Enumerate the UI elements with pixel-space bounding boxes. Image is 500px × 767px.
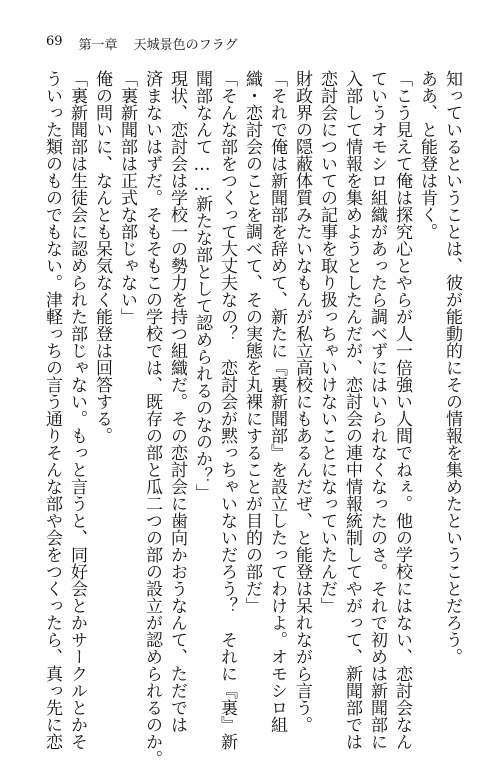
chapter-label: 第一章 bbox=[78, 38, 118, 53]
text-column: 済まないはずだ。そもそもこの学校では、既存の部と瓜二つの部の設立が認められるのか。 bbox=[142, 70, 162, 767]
text-column: ういった類のものでもない。津軽っちの言う通りそんな部や会をつくったら、真っ先に恋 bbox=[42, 70, 62, 750]
text-column: 入部して情報を集めようとしたんだが、恋討会の連中情報統制してやがって、新聞部では bbox=[342, 70, 362, 750]
text-column: 「それで俺は新聞部を辞めて、新たに『裏新聞部』を設立したってわけよ。オモシロ組 bbox=[267, 70, 287, 733]
text-column: ああ、と能登は肯く。 bbox=[417, 70, 437, 240]
page-number: 69 bbox=[46, 34, 63, 49]
text-column: 現状、恋討会は学校一の勢力を持つ組織だ。その恋討会に歯向かおうなんて、ただでは bbox=[167, 70, 187, 733]
chapter-title: 天城景色のフラグ bbox=[133, 38, 238, 53]
text-column: ていうオモシロ組織があったら調べずにはいられなくなったのさ。それで初めは新聞部に bbox=[367, 70, 387, 750]
text-column: 財政界の隠蔽体質みたいなもんが私立高校にもあるんだぜ、と能登は呆れながら言う。 bbox=[292, 70, 312, 733]
page-header bbox=[46, 34, 238, 54]
text-column: 「裏新聞部は正式な部じゃない」 bbox=[117, 70, 137, 325]
text-column: 織・恋討会のことを調べて、その実態を丸裸にすることが目的の部だ」 bbox=[242, 70, 262, 614]
text-column: 恋討会についての記事を取り扱っちゃいけないことになっていたんだ」 bbox=[317, 70, 337, 614]
text-column: 聞部なんて……新たな部として認められるのなのか？」 bbox=[192, 70, 212, 501]
text-column: 知っているということは、彼が能動的にその情報を集めたということだろう。 bbox=[442, 70, 462, 665]
text-column: 「そんな部をつくって大丈夫なの？ 恋討会が黙っちゃいないだろう？ それに『裏』新 bbox=[217, 70, 237, 750]
text-column: 「裏新聞部は生徒会に認められた部じゃない。もっと言うと、同好会とかサークルとかそ bbox=[67, 70, 87, 750]
text-column: 「こう見えて俺は探究心とやらが人一倍強い人間でねぇ。他の学校にはない、恋討会なん bbox=[392, 70, 412, 750]
text-column: 俺の問いに、なんとも呆気なく能登は回答する。 bbox=[92, 70, 112, 444]
